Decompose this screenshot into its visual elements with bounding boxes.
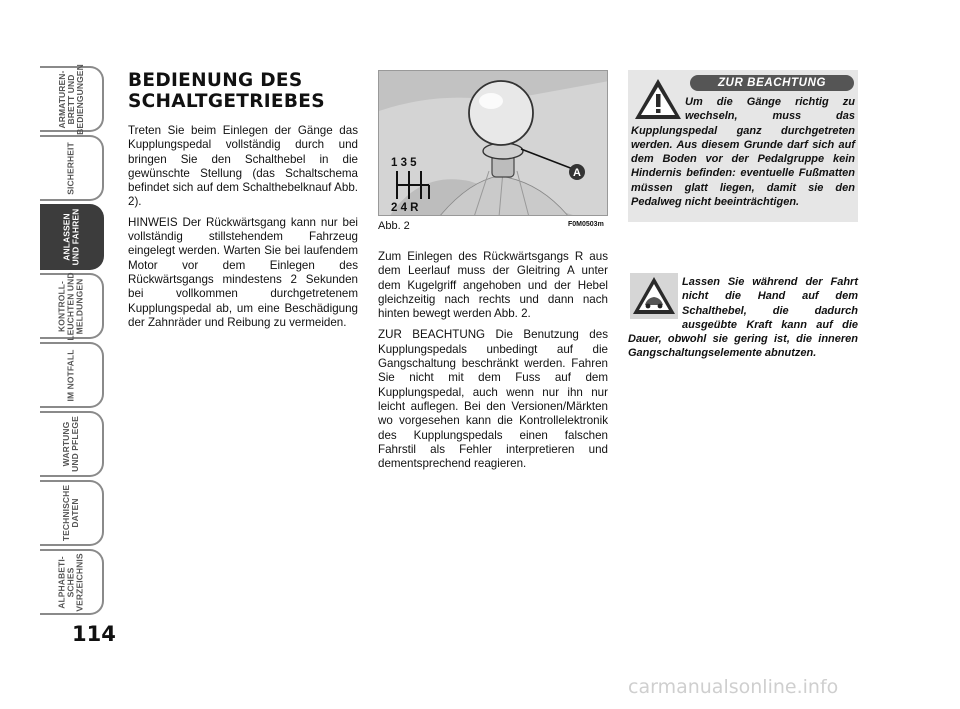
chapter-tabs bbox=[40, 63, 104, 618]
tab-technische-daten[interactable] bbox=[40, 480, 104, 546]
warning-header: ZUR BEACHTUNG bbox=[690, 75, 854, 91]
tab-label: KONTROLL- LEUCHTEN UND MELDUNGEN bbox=[56, 271, 85, 341]
tab-alphabetisches-verzeichnis[interactable] bbox=[40, 549, 104, 615]
gear-shift-pattern-top: 1 3 5 bbox=[391, 157, 417, 169]
environment-text: Lassen Sie während der Fahrt nicht die Hand auf dem Schalthebel, die dadurch ausgeübte Kraft kann auf die Dauer, obwohl sie gering ist, die inneren Gangschaltungselemente abnutzen. bbox=[628, 276, 858, 360]
tab-wartung-und-pflege[interactable] bbox=[40, 411, 104, 477]
reverse-gear-section bbox=[378, 250, 608, 471]
gear-knob-drawing bbox=[379, 71, 608, 216]
warning-text: Um die Gänge richtig zu wechseln, muss das Kupplungspedal ganz durchgetreten werden. Aus diesem Grunde darf sich auf dem Boden vor der Pedalgruppe kein Hindernis befinden: eventuelle Fußmatten müssen glatt liegen, damit sie den Pedalweg nicht beeinträchtigen. bbox=[631, 96, 855, 209]
hinweis-paragraph: HINWEIS Der Rückwärtsgang kann nur bei vollständig stillstehendem Fahrzeug eingelegt werden. Warten Sie bei laufendem Motor vor dem Einlegen des Rückwärtsgangs mindestens 2 Sekunden bei vollkommen durchgetretenem Kupplungspedal ab, um eine Beschädigung der Zahnräder und Reibung zu vermeiden. bbox=[128, 215, 358, 329]
tab-anlassen-und-fahren[interactable] bbox=[40, 204, 104, 270]
tab-label: ANLASSEN UND FAHREN bbox=[60, 208, 80, 266]
tab-label: IM NOTFALL bbox=[65, 349, 76, 401]
gear-lever-illustration bbox=[378, 70, 608, 216]
intro-paragraph: Treten Sie beim Einlegen der Gänge das Kupplungspedal vollständig durch und bringen Sie den Schalthebel in die gewünschte Stellung (das Schaltschema befindet sich auf dem Schalthebelknauf Abb. 2). bbox=[128, 124, 358, 209]
tab-kontrollleuchten[interactable] bbox=[40, 273, 104, 339]
gear-shift-pattern-bottom: 2 4 R bbox=[391, 202, 419, 214]
tab-label: SICHERHEIT bbox=[65, 141, 76, 195]
tab-sicherheit[interactable] bbox=[40, 135, 104, 201]
callout-label: A bbox=[573, 167, 581, 179]
icon-spacer bbox=[628, 275, 682, 331]
tab-label: TECHNISCHE DATEN bbox=[60, 484, 80, 542]
clutch-note-paragraph: ZUR BEACHTUNG Die Benutzung des Kupplungspedals unbedingt auf die Gangschaltung beschränkt werden. Fahren Sie nicht mit dem Fuss auf dem Kupplungspedal, auch wenn nur ihn nur leicht auflegen. Bei den Versionen/Märkten wo vorgesehen kann die Kontrollelektronik des Kupplungspedals einen falschen Fahrstil als Fehler interpretieren und dementsprechend reagieren. bbox=[378, 328, 608, 471]
environment-text-block bbox=[628, 275, 858, 361]
tab-label: ARMATUREN- BRETT UND BEDIENGUNGEN bbox=[56, 63, 85, 135]
icon-spacer bbox=[631, 95, 685, 123]
tab-im-notfall[interactable] bbox=[40, 342, 104, 408]
environment-note bbox=[628, 270, 858, 370]
watermark: carmanualsonline.info bbox=[628, 676, 839, 698]
reverse-gear-paragraph: Zum Einlegen des Rückwärtsgangs R aus dem Leerlauf muss der Gleitring A unter dem Kugelgriff angehoben und der Hebel gleichzeitig nach rechts und dann nach hinten bewegt werden Abb. 2. bbox=[378, 250, 608, 321]
page-number: 114 bbox=[72, 622, 116, 646]
section-title-line1: BEDIENUNG DES bbox=[128, 70, 303, 91]
warning-text-block bbox=[631, 95, 855, 209]
main-section bbox=[128, 70, 358, 330]
tab-label: ALPHABETI- SCHES VERZEICHNIS bbox=[56, 552, 85, 612]
figure-caption: Abb. 2 bbox=[378, 220, 410, 232]
tab-armaturenbrett[interactable] bbox=[40, 63, 104, 135]
tab-label: WARTUNG UND PFLEGE bbox=[61, 416, 80, 472]
section-title bbox=[128, 70, 358, 112]
warning-box bbox=[628, 70, 858, 222]
figure-code: F0M0503m bbox=[568, 221, 604, 228]
section-title-line2: SCHALTGETRIEBES bbox=[128, 91, 325, 112]
